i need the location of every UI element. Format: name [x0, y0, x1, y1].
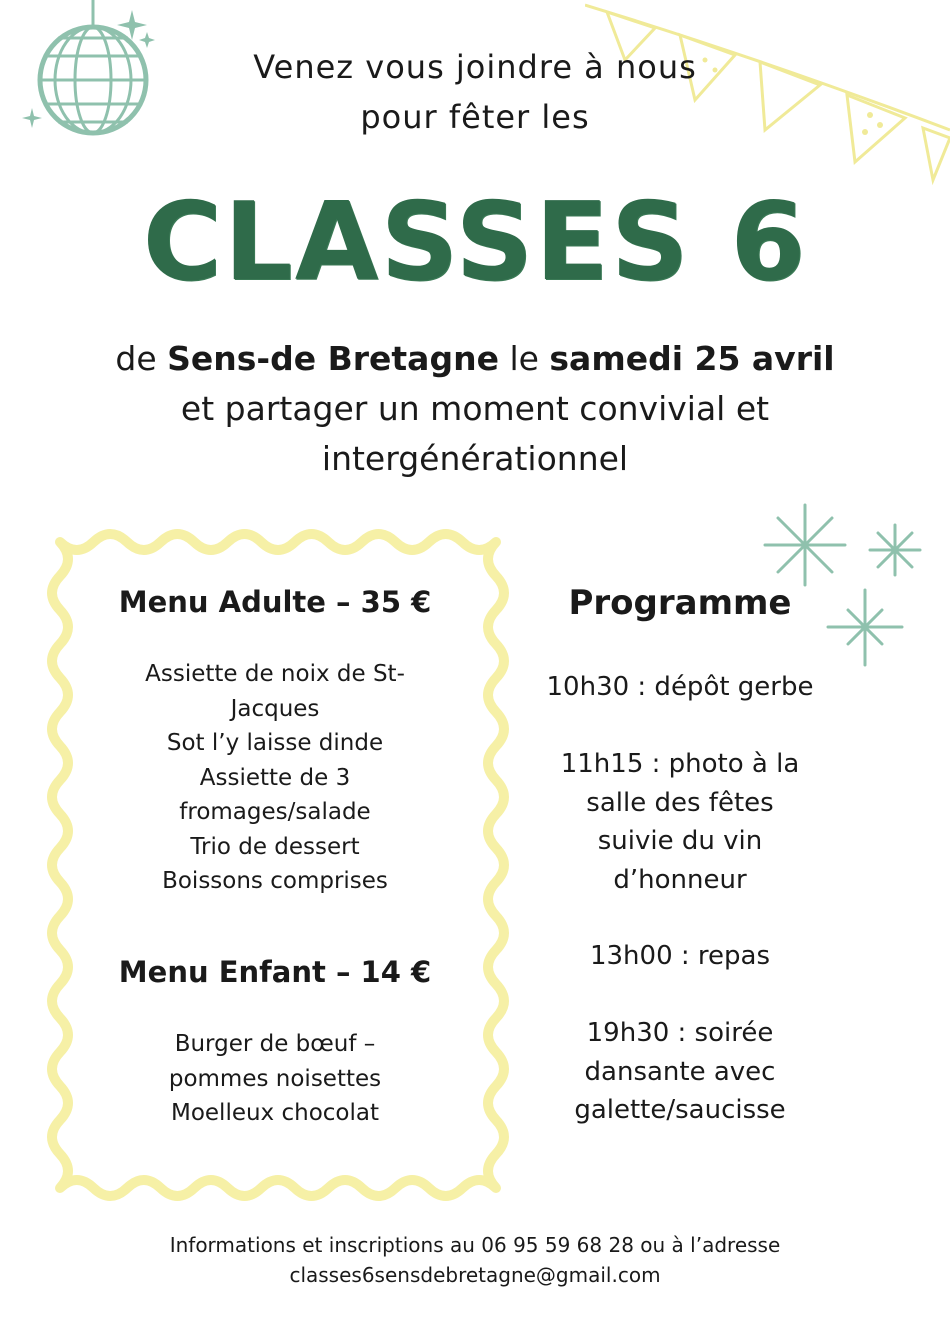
footer-email-link[interactable]: classes6sensdebretagne@gmail.com: [289, 1263, 661, 1287]
menu-child-heading: Menu Enfant – 14 €: [118, 955, 432, 989]
list-item: fromages/salade: [179, 799, 371, 825]
subtitle-prefix: de: [115, 339, 168, 378]
programme-line: salle des fêtes: [586, 787, 774, 818]
programme-item: [500, 937, 860, 976]
subtitle-connector: le: [498, 339, 550, 378]
programme-item: [500, 668, 860, 707]
programme-line: 19h30 : soirée: [586, 1018, 774, 1048]
footer-info: [0, 1230, 950, 1290]
programme-line: suivie du vin: [597, 826, 763, 856]
list-item: Boissons comprises: [162, 868, 388, 894]
programme-line: dansante avec: [584, 1056, 776, 1087]
programme-line: 13h00 : repas: [589, 941, 771, 971]
menu-adult-heading: Menu Adulte – 35 €: [118, 585, 432, 619]
list-item: Trio de dessert: [190, 833, 360, 860]
footer-line-1: Informations et inscriptions au 06 95 59 68 28 ou à l’adresse: [169, 1233, 781, 1257]
programme-line: 10h30 : dépôt gerbe: [546, 672, 814, 702]
subtitle-line-3: intergénérationnel: [321, 439, 629, 478]
event-date: samedi 25 avril: [549, 339, 835, 378]
intro-line-1: Venez vous joindre à nous: [253, 48, 697, 86]
programme-item: [500, 745, 860, 899]
list-item: pommes noisettes: [168, 1065, 382, 1092]
subtitle-line-1: [0, 334, 950, 384]
intro-line-2: pour fêter les: [360, 98, 590, 136]
list-item: Sot l’y laisse dinde: [166, 730, 384, 756]
programme-item: [500, 1014, 860, 1130]
programme-line: d’honneur: [613, 864, 747, 895]
list-item: Burger de bœuf –: [174, 1031, 376, 1057]
menu-child-list: [80, 1027, 470, 1131]
programme-heading: Programme: [568, 583, 792, 623]
town-name: Sens-de Bretagne: [167, 339, 499, 378]
list-item: Jacques: [230, 695, 320, 722]
page-title: CLASSES 6: [142, 180, 808, 305]
subtitle-line-2: et partager un moment convivial et: [180, 389, 770, 428]
programme-line: galette/saucisse: [574, 1095, 786, 1125]
intro-text: [0, 42, 950, 142]
menu-adult-list: [80, 657, 470, 899]
event-subtitle: [0, 334, 950, 484]
list-item: Assiette de 3: [199, 764, 351, 791]
programme-line: 11h15 : photo à la: [560, 749, 800, 779]
list-item: Assiette de noix de St-: [145, 661, 405, 687]
list-item: Moelleux chocolat: [170, 1100, 379, 1126]
